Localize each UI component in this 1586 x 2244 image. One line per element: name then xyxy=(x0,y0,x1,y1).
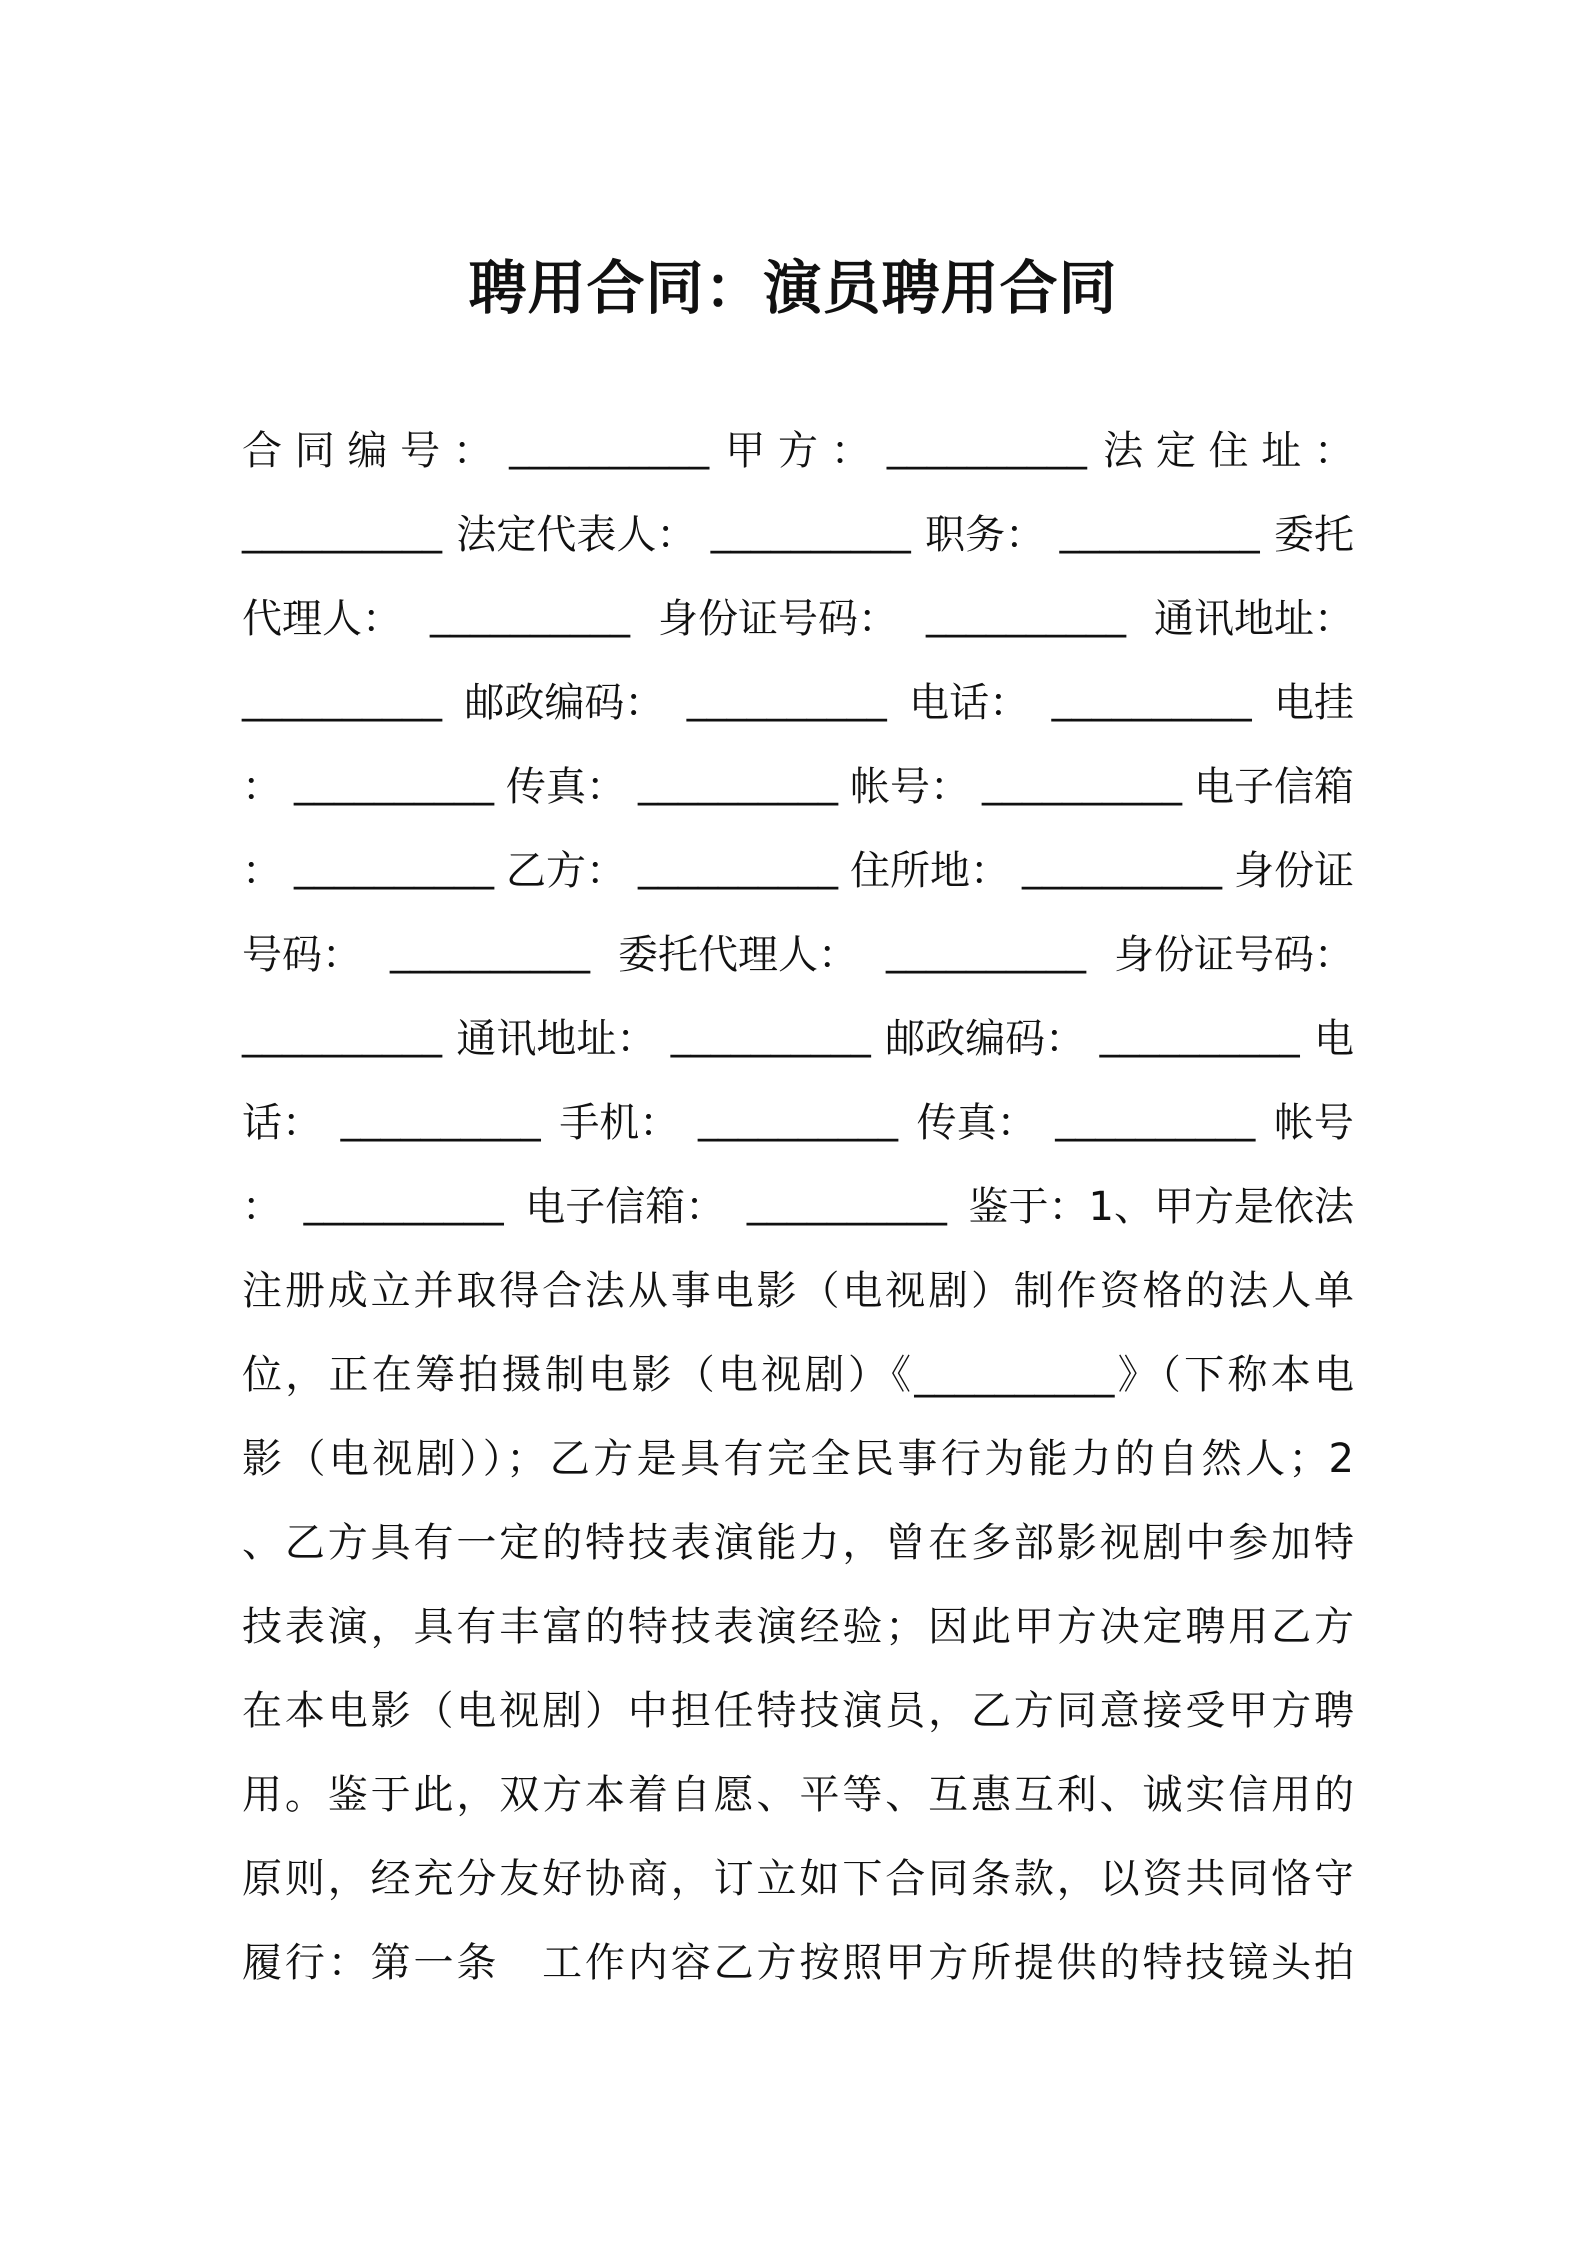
text-segment: 传真： xyxy=(506,763,626,810)
text-segment: 、乙方具有一定的特技表演能力，曾在多部影视剧中参加特 xyxy=(242,1519,1354,1566)
text-line xyxy=(242,405,1354,489)
blank-field: __________ xyxy=(638,760,838,806)
text-line xyxy=(242,741,1354,825)
text-segment: 位，正在筹拍摄制电影（电视剧）《__________》（下称本电 xyxy=(242,1351,1354,1398)
text-segment: 邮政编码： xyxy=(464,679,665,726)
text-segment: ： xyxy=(242,1183,282,1230)
text-line xyxy=(242,1665,1354,1749)
blank-field: __________ xyxy=(670,1012,871,1058)
text-line xyxy=(242,1917,1354,2001)
blank-field: __________ xyxy=(697,1096,898,1142)
text-segment: 电话： xyxy=(909,679,1030,726)
text-segment: 甲 方 ： xyxy=(725,427,871,474)
text-segment: 技表演，具有丰富的特技表演经验；因此甲方决定聘用乙方 xyxy=(242,1603,1354,1650)
blank-field: __________ xyxy=(710,508,911,554)
text-segment: 注册成立并取得合法从事电影（电视剧）制作资格的法人单 xyxy=(242,1267,1354,1314)
text-line xyxy=(242,1497,1354,1581)
text-segment: 职务： xyxy=(925,511,1046,558)
blank-field: __________ xyxy=(1055,1096,1256,1142)
blank-field: __________ xyxy=(1022,844,1222,890)
text-segment: 话： xyxy=(242,1099,322,1146)
text-line xyxy=(242,489,1354,573)
blank-field: __________ xyxy=(1099,1012,1300,1058)
blank-field: __________ xyxy=(390,928,590,974)
blank-field: __________ xyxy=(886,928,1086,974)
text-segment: 电 xyxy=(1313,1015,1354,1062)
text-segment: 通讯地址： xyxy=(1154,595,1354,642)
text-line xyxy=(242,1161,1354,1245)
text-line xyxy=(242,657,1354,741)
document-body xyxy=(242,405,1354,2001)
text-segment: 手机： xyxy=(559,1099,680,1146)
text-segment: 履行：第一条 工作内容乙方按照甲方所提供的特技镜头拍 xyxy=(242,1939,1354,1986)
text-segment: 电挂 xyxy=(1273,679,1354,726)
text-segment: 通讯地址： xyxy=(456,1015,657,1062)
blank-field: __________ xyxy=(1051,676,1252,722)
document-title: 聘用合同：演员聘用合同 xyxy=(468,254,1118,322)
text-line xyxy=(242,1581,1354,1665)
blank-field: __________ xyxy=(294,760,494,806)
blank-field: __________ xyxy=(303,1180,504,1226)
text-segment: 乙方： xyxy=(506,847,626,894)
text-line xyxy=(242,1329,1354,1413)
text-segment: 帐号 xyxy=(1273,1099,1354,1146)
text-segment: 身份证号码： xyxy=(1114,931,1354,978)
text-segment: 帐号： xyxy=(850,763,970,810)
blank-field: __________ xyxy=(509,424,710,470)
text-line xyxy=(242,1749,1354,1833)
text-segment: 鉴于：1、甲方是依法 xyxy=(968,1183,1354,1230)
text-line xyxy=(242,1077,1354,1161)
text-segment: 身份证 xyxy=(1234,847,1354,894)
text-segment: 合 同 编 号 ： xyxy=(242,427,493,474)
blank-field: __________ xyxy=(686,676,887,722)
blank-field: __________ xyxy=(926,592,1126,638)
text-line xyxy=(242,1413,1354,1497)
text-segment: 号码： xyxy=(242,931,362,978)
text-segment: 影（电视剧））；乙方是具有完全民事行为能力的自然人；2 xyxy=(242,1435,1354,1482)
text-segment: ： xyxy=(242,847,282,894)
text-segment: 用。鉴于此，双方本着自愿、平等、互惠互利、诚实信用的 xyxy=(242,1771,1354,1818)
text-segment: 电子信箱 xyxy=(1194,763,1354,810)
blank-field: __________ xyxy=(886,424,1087,470)
text-line xyxy=(242,825,1354,909)
text-segment: 在本电影（电视剧）中担任特技演员，乙方同意接受甲方聘 xyxy=(242,1687,1354,1734)
text-line xyxy=(242,909,1354,993)
text-segment: 原则，经充分友好协商，订立如下合同条款，以资共同恪守 xyxy=(242,1855,1354,1902)
text-segment: 委托代理人： xyxy=(618,931,858,978)
blank-field: __________ xyxy=(1059,508,1260,554)
text-segment: ： xyxy=(242,763,282,810)
text-segment: 委托 xyxy=(1273,511,1354,558)
blank-field: __________ xyxy=(638,844,838,890)
blank-field: __________ xyxy=(242,676,442,722)
text-line xyxy=(242,993,1354,1077)
text-segment: 身份证号码： xyxy=(658,595,898,642)
text-segment: 邮政编码： xyxy=(885,1015,1086,1062)
text-segment: 电子信箱： xyxy=(525,1183,726,1230)
text-segment: 法定代表人： xyxy=(456,511,697,558)
text-line xyxy=(242,1245,1354,1329)
blank-field: __________ xyxy=(430,592,630,638)
text-line xyxy=(242,1833,1354,1917)
text-segment: 法 定 住 址 ： xyxy=(1103,427,1354,474)
text-segment: 代理人： xyxy=(242,595,402,642)
blank-field: __________ xyxy=(242,508,442,554)
blank-field: __________ xyxy=(242,1012,442,1058)
blank-field: __________ xyxy=(982,760,1182,806)
blank-field: __________ xyxy=(340,1096,541,1142)
blank-field: __________ xyxy=(294,844,494,890)
text-line xyxy=(242,573,1354,657)
text-segment: 住所地： xyxy=(850,847,1010,894)
blank-field: __________ xyxy=(746,1180,947,1226)
text-segment: 传真： xyxy=(916,1099,1037,1146)
